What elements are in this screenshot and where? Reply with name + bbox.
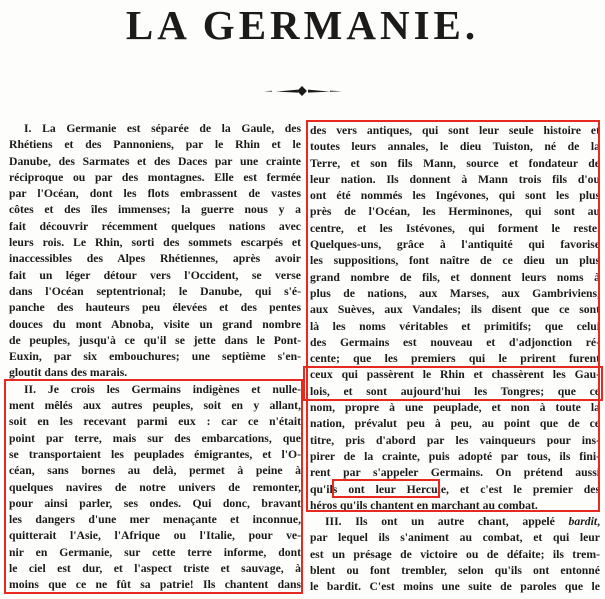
- text-line: panche des hauteurs peu élevées et des pentes: [9, 301, 301, 315]
- text-line: fait un léger détour vers l'Occident, se verse: [9, 268, 301, 282]
- text-line: des vers antiques, qui sont leur seule histoire et: [310, 124, 600, 137]
- text-line: des Germains est nouveau et d'adjonction ré-: [310, 335, 600, 349]
- text-line: toutes leurs annales, le dieu Tuiston, né de la: [310, 140, 600, 154]
- text-line: réciproque ou par des montagnes. Elle est fermée: [9, 170, 301, 184]
- text-line: douces du mont Abnoba, visite un grand nombre: [9, 317, 301, 331]
- left-column: [9, 121, 301, 594]
- text-line: gloutit dans des marais.: [9, 366, 128, 380]
- text-line: ont été nommés les Ingévones, qui sont les plus: [310, 189, 600, 203]
- page-title: LA GERMANIE.: [125, 2, 480, 48]
- text-line: rent par s'appeler Germains. On prétend aussi: [310, 466, 600, 480]
- text-line: se transportaient les peuplades émigrantes, et l'O-: [9, 447, 301, 461]
- text-line: de peuples, jusqu'à ce qu'il se jette dans le Pont-: [9, 333, 301, 347]
- text-line: I. La Germanie est séparée de la Gaule, des: [24, 122, 301, 135]
- text-segment: III. Ils ont un autre chant, appelé: [325, 515, 569, 529]
- text-line: II. Je crois les Germains indigènes et nulle-: [24, 382, 301, 396]
- text-line: quitterait l'Asie, l'Afrique ou l'Italie, pour ve-: [9, 529, 301, 543]
- text-line: soit en les recevant parmi eux : car ce n'était: [9, 415, 301, 429]
- italic-word: bardit: [568, 515, 598, 529]
- text-line: Terre, et son fils Mann, source et fondateur de: [310, 156, 600, 170]
- text-line: héros qu'ils chantent en marchant au combat.: [310, 498, 538, 512]
- text-line: titre, pris d'abord par les vainqueurs pour ins-: [310, 433, 600, 447]
- text-line: centre, et les Istévones, qui forment le reste.: [310, 221, 600, 235]
- text-line: par l'Océan, dont les flots embrassent de vastes: [9, 187, 301, 201]
- text-segment: ,: [597, 515, 600, 529]
- text-line: les suppositions, font naître de ce dieu un plus: [310, 254, 600, 268]
- text-line: Rhétiens et des Pannoniens, par le Rhin et le: [9, 138, 301, 152]
- text-line: ceux qui passèrent le Rhin et chassèrent les Gau-: [310, 368, 600, 382]
- text-line: [310, 514, 600, 530]
- title-divider-ornament-icon: [264, 83, 342, 101]
- text-line: aux Suèves, aux Vandales; ils disent que ce sont: [310, 303, 600, 317]
- text-line: inaccessibles des Alpes Rhétiennes, après avoir: [9, 252, 301, 266]
- text-line: plus de nations, aux Marses, aux Gambriviens,: [310, 286, 600, 300]
- text-line: par lequel ils s'animent au combat, et qui leur: [310, 531, 600, 545]
- text-line: leurs rois. Le Rhin, sorti des sommets escarpés et: [9, 236, 301, 250]
- text-line: là les noms véritables et primitifs; que celui: [310, 319, 600, 333]
- text-line: point par terre, mais sur des embarcations, que: [9, 431, 301, 445]
- text-line: côtes et des îles immenses; la guerre nous y a: [9, 203, 301, 217]
- text-line: dans l'Océan septentrional; le Danube, qui s'é-: [9, 284, 301, 298]
- text-line: cente; que les premiers qui le prirent furent: [310, 352, 600, 366]
- text-line: pour ainsi parler, ses ondes. Qui donc, bravant: [9, 496, 301, 510]
- text-line: le ciel est dur, et l'aspect triste et sauvage, à: [9, 562, 301, 576]
- text-line: nom, propre à une peuplade, et non à toute la: [310, 401, 600, 415]
- text-line: ment mêlés aux autres peuples, soit en y allant,: [9, 399, 301, 413]
- text-line: Danube, des Sarmates et des Daces par une crainte: [9, 154, 301, 168]
- text-line: les dangers d'une mer menaçante et inconnue,: [9, 513, 301, 527]
- text-line: près de l'Océan, les Herminones, qui sont au: [310, 205, 600, 219]
- text-line: blent ou font trembler, selon qu'ils ont entonné: [310, 564, 600, 578]
- text-line: nation, prévalut peu à peu, au point que de ce: [310, 417, 600, 431]
- text-line: quelques navires de notre univers de remonter,: [9, 480, 301, 494]
- text-line: Euxin, par six embouchures; une septième s'en-: [9, 350, 301, 364]
- text-line: nir en Germanie, sur cette terre informe, dont: [9, 545, 301, 559]
- text-line: pirer de la crainte, puis adopté par tous, ils fini-: [310, 449, 600, 463]
- text-line: moins que ce ne fût sa patrie! Ils chantent dans: [9, 578, 301, 592]
- text-line: céan, sans bornes au delà, permet à peine à: [9, 464, 301, 478]
- text-line: grand nombre de fils, et donnent leurs noms à: [310, 270, 600, 284]
- right-column: [310, 123, 600, 596]
- text-line: fait découvrir récemment quelques nations avec: [9, 219, 301, 233]
- text-line: est un présage de victoire ou de défaite; ils trem-: [310, 547, 600, 561]
- text-line: qu'ils ont leur Hercule, et c'est le premier des: [310, 482, 600, 496]
- text-line: Quelques-uns, grâce à l'antiquité qui favorise: [310, 238, 600, 252]
- text-line: lois, et sont aujourd'hui les Tongres; que ce: [310, 384, 600, 398]
- text-line: leur nation. Ils donnent à Mann trois fils d'ou: [310, 172, 600, 186]
- text-line: le bardit. C'est moins une suite de paroles que le: [310, 580, 600, 594]
